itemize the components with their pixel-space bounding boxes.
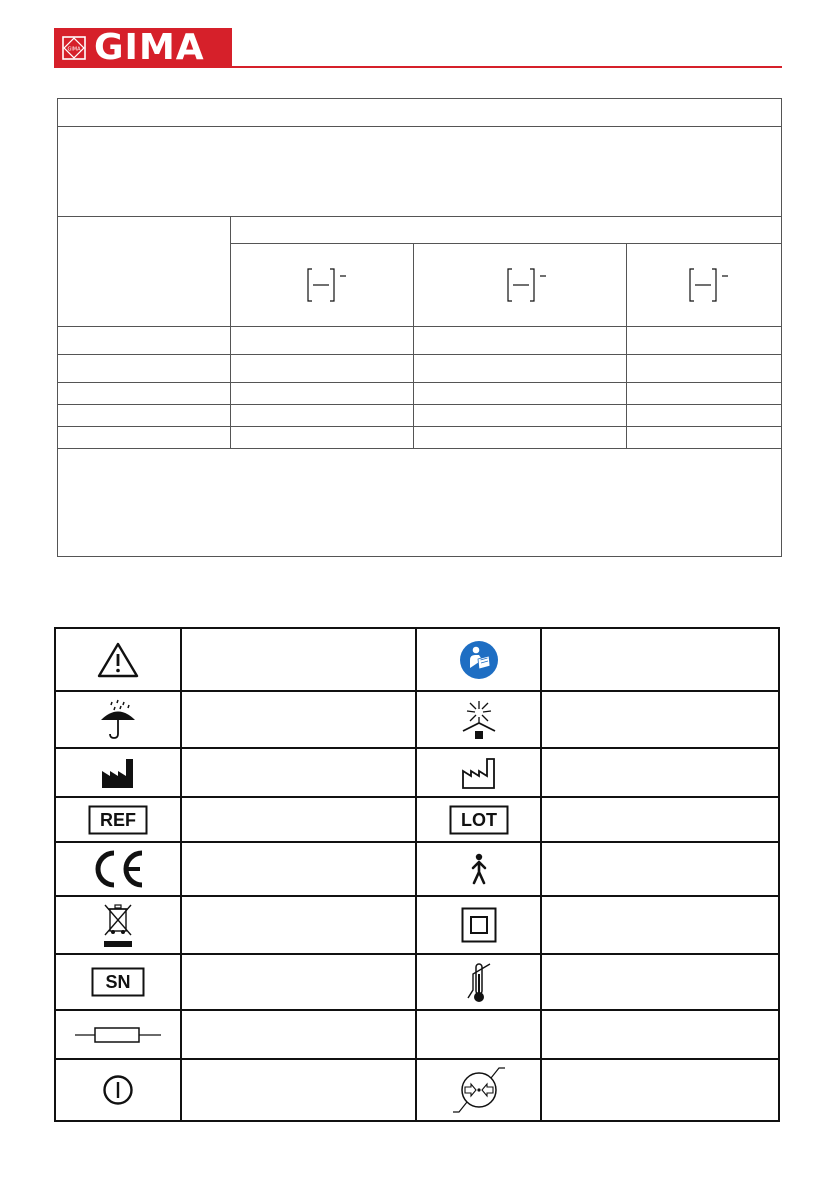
table-rule — [180, 629, 182, 1120]
table-rule — [626, 243, 627, 449]
gima-emblem-icon — [61, 35, 87, 61]
table-rule — [230, 243, 781, 244]
table-rule — [58, 426, 781, 427]
type-b-applied-part-icon — [417, 843, 540, 895]
emblem-text: GIMA — [67, 46, 81, 53]
svg-text:LOT: LOT — [460, 809, 497, 830]
formula-bracket-icon — [504, 265, 568, 305]
table-rule — [58, 404, 781, 405]
table-rule — [58, 126, 781, 127]
warning-triangle-icon — [56, 629, 180, 690]
manufacturer-icon — [56, 749, 180, 796]
temperature-limit-icon — [417, 955, 540, 1009]
table-rule — [413, 243, 414, 449]
table-rule — [58, 382, 781, 383]
table-rule — [58, 354, 781, 355]
header-divider — [232, 66, 782, 68]
power-on-off-icon — [56, 1060, 180, 1120]
read-instructions-icon — [417, 629, 540, 690]
table-rule — [540, 629, 542, 1120]
serial-number-icon — [56, 955, 180, 1009]
ref-catalogue-number-icon — [56, 798, 180, 841]
fuse-icon — [56, 1011, 180, 1058]
lot-batch-code-icon — [417, 798, 540, 841]
date-of-manufacture-icon — [417, 749, 540, 796]
symbols-table — [54, 627, 780, 1122]
weee-disposal-icon — [56, 897, 180, 953]
keep-away-from-sunlight-icon — [417, 692, 540, 747]
class-ii-double-insulation-icon — [417, 897, 540, 953]
keep-dry-umbrella-icon — [56, 692, 180, 747]
gima-logo — [54, 28, 232, 68]
table-rule — [58, 216, 781, 217]
formula-bracket-icon — [686, 265, 750, 305]
svg-text:REF: REF — [100, 809, 136, 830]
table-rule — [230, 216, 231, 449]
page-header — [54, 28, 782, 70]
emc-distance-table — [57, 98, 782, 557]
svg-text:SN: SN — [105, 972, 131, 992]
atmospheric-pressure-limit-icon — [417, 1060, 540, 1120]
brand-name: GIMA — [94, 27, 205, 68]
table-rule — [58, 448, 781, 449]
formula-bracket-icon — [304, 265, 368, 305]
table-rule — [58, 326, 781, 327]
ce-mark-icon — [56, 843, 180, 895]
